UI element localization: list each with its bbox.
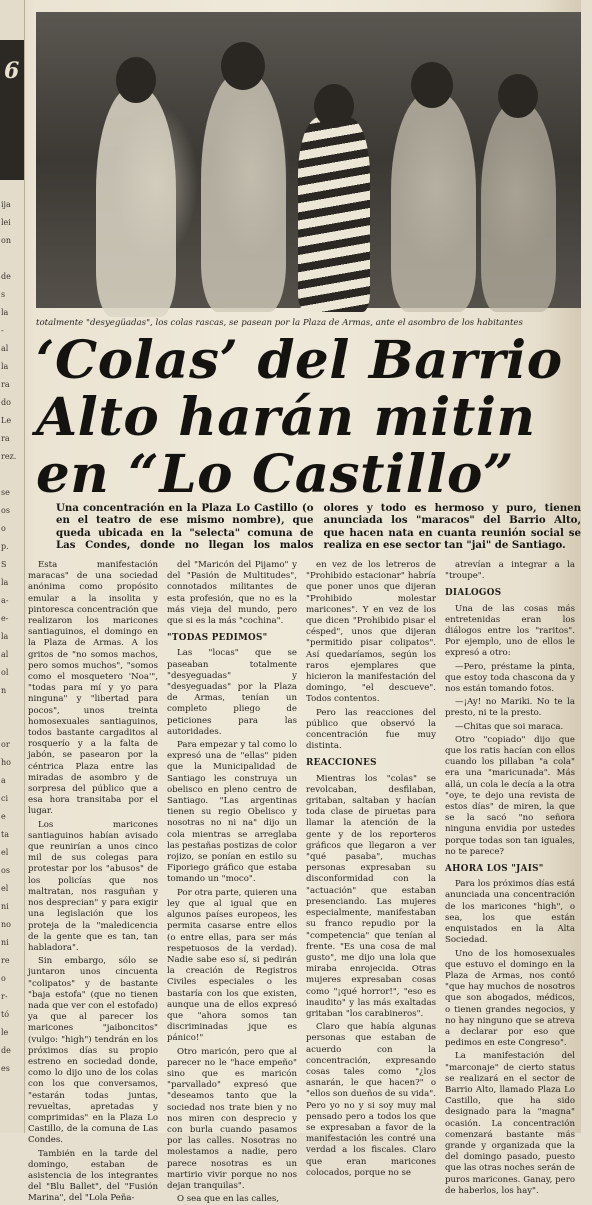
previous-page-fragment: la: [1, 308, 9, 317]
article-paragraph: Pero las reacciones del público que observó la concentración fue muy distinta.: [306, 707, 436, 752]
photo-figure-head: [314, 84, 354, 128]
subheading: DIALOGOS: [445, 588, 502, 599]
previous-page-fragment: ci: [1, 794, 9, 803]
previous-page-fragment: el: [1, 848, 9, 857]
headline-line-3: en “Lo Castillo”: [36, 444, 514, 505]
previous-page-fragment: ra: [1, 380, 10, 389]
previous-page-fragment: ija: [1, 200, 11, 209]
article-column-4: [445, 560, 575, 1196]
article-paragraph: atrevían a integrar a la "troupe".: [445, 560, 575, 582]
photo-figure-head: [221, 42, 265, 90]
previous-page-fragment: a-: [1, 596, 9, 605]
photo-figure: [481, 102, 556, 312]
article-paragraph: Los maricones santiaguinos habían avisado que reunirían a unos cinco mil de sus colegas para protestar por los "abusos" de los policías que nos maltratan, nos rasguñan y nos desprecian" y para exigir una legislación que los proteja de la "maledicencia de la gente que es tan, tan habladora".: [28, 819, 158, 953]
subheading: REACCIONES: [306, 758, 377, 769]
previous-page-fragment: de: [1, 1046, 11, 1055]
article-paragraph: Para empezar y tal como lo expresó una de "ellas" piden que la Municipalidad de Santiago les construya un obelisco en pleno centro de Santiago. "Las argentinas tienen su regio Obelisco y nosotras no ni na" dijo un cola mientras se arreglaba las pestañas postizas de color rojizo, se ponían en estilo su Fiporiego gráfico que estaba tomando un "moco".: [167, 740, 297, 885]
previous-page-fragment: es: [1, 1064, 10, 1073]
previous-page-fragment: or: [1, 740, 10, 749]
previous-page-fragment: a: [1, 776, 6, 785]
article-paragraph: Uno de los homosexuales que estuvo el domingo en la Plaza de Armas, nos contó "que hay muchos de nosotros que son abogados, médicos, o tienen grandes negocios, y no hay ninguno que se atreva a declarar por eso que pedimos en este Congreso".: [445, 948, 575, 1049]
previous-page-fragment: el: [1, 884, 9, 893]
previous-page-fragment: ho: [1, 758, 11, 767]
previous-page-fragment: al: [1, 650, 9, 659]
previous-page-fragment: ni: [1, 902, 9, 911]
article-paragraph: Para los próximos días está anunciada una concentración de los maricones "high", o sea, los que están enquistados en la Alta Sociedad.: [445, 879, 575, 946]
previous-page-fragment: on: [1, 236, 11, 245]
article-paragraph: en vez de los letreros de "Prohibido estacionar" habría que poner unos que dijeran "Prohibido molestar maricones". Y en vez de los que dicen "Prohibido pisar el césped", unos que dijeran "permitido pisar colipatos". Así quedaríamos, según los raros ejemplares que hicieron la manifestación del domingo, "el descueve". Todos contentos.: [306, 560, 436, 705]
headline: [36, 332, 592, 503]
photo-striped-figure: [298, 117, 370, 312]
previous-page-fragment: -: [1, 326, 4, 335]
article-paragraph: Esta manifestación maracas" de una sociedad anónima como propósito emular a la insolita y pintoresca concentración que realizaron los maricones santiaguinos, el domingo en la Plaza de Armas. A los gritos de "no somos machos, pero somos muchos", "somos como el mosquetero 'Noa'", "todas para mí y yo para ninguna" y "libertad para pocos", unos treinta homosexuales santiaguinos, todos bastante cargaditos al rosquerío y a la falta de jabón, se pasearon por la céntrica Plaza entre las miradas de asombro y de sorpresa del público que a esa hora transitaba por el lugar.: [28, 560, 158, 817]
previous-page-fragment: rez.: [1, 452, 17, 461]
article-paragraph: del "Maricón del Pijamo" y del "Pasión de Multitudes", connotados militantes de esta profesión, que no es la más vieja del mundo, pero que si es la más "cochina".: [167, 560, 297, 627]
previous-page-logo-block: [0, 40, 24, 180]
previous-page-fragment: no: [1, 920, 11, 929]
previous-page-fragment: n: [1, 686, 7, 695]
previous-page-logo-letter: 6: [4, 58, 20, 84]
photo-figure-head: [116, 57, 156, 103]
previous-page-fragment: la: [1, 362, 9, 371]
previous-page-fragment: o: [1, 974, 6, 983]
article-paragraph: O sea que en las calles,: [177, 1194, 280, 1205]
previous-page-fragment: p.: [1, 542, 9, 551]
article-paragraph: Una de las cosas más entretenidas eran los diálogos entre los "raritos". Por ejemplo, uno de ellos le expresó a otro:: [445, 603, 575, 659]
previous-page-fragment: ra: [1, 434, 10, 443]
previous-page-fragment: do: [1, 398, 11, 407]
previous-page-fragment: lei: [1, 218, 11, 227]
previous-page-fragment: S: [1, 560, 7, 569]
subheading: AHORA LOS "JAIS": [445, 864, 544, 875]
previous-page-fragment: se: [1, 488, 10, 497]
article-paragraph: —¡Ay! no Mariki. No te la presto, ni te la presto.: [445, 697, 575, 719]
previous-page-fragment: ol: [1, 668, 9, 677]
headline-line-1: ‘Colas’ del Barrio: [36, 330, 563, 391]
previous-page-fragment: r-: [1, 992, 8, 1001]
article-column-1: [28, 560, 158, 1204]
news-photo: [36, 12, 581, 308]
photo-figure: [96, 87, 176, 317]
lead-paragraph: Una concentración en la Plaza Lo Castillo (o en el teatro de ese mismo nombre), que queda ubicada en la "selecta" comuna de Las Condes, donde no llegan los malos olores y todo es hermoso y puro, tienen anunciada los "maracos" del Barrio Alto, que hacen nata en cuanta reunión social se realiza en ese sector tan "jai" de Santiago.: [56, 502, 581, 551]
previous-page-fragment: tó: [1, 1010, 10, 1019]
previous-page-fragment: os: [1, 866, 10, 875]
previous-page-fragment: la: [1, 632, 9, 641]
photo-figure: [391, 92, 476, 312]
previous-page-fragment: Le: [1, 416, 12, 425]
article-column-2: [167, 560, 297, 1205]
photo-figure-head: [411, 62, 453, 108]
article-paragraph: Por otra parte, quieren una ley que al igual que en algunos países europeos, les permita casarse entre ellos (o entre ellas, para ser más respetuosos de la verdad). Nadie sabe eso sí, si pedirán la creación de Registros Civiles especiales o les bastaría con los que existen, aunque una de ellos expresó que "ahora somos tan discriminadas jque es pánico!": [167, 887, 297, 1044]
article-paragraph: —Pero, préstame la pinta, que estoy toda chascona da y nos están tomando fotos.: [445, 661, 575, 695]
photo-figure: [201, 72, 286, 312]
article-paragraph: —Chitas que soi maraca.: [455, 721, 564, 732]
previous-page-fragment: ni: [1, 938, 9, 947]
previous-page-strip: [0, 0, 25, 1133]
headline-line-2: Alto harán mitin: [36, 387, 536, 448]
previous-page-fragment: ta: [1, 830, 9, 839]
previous-page-fragment: de: [1, 272, 11, 281]
photo-caption: totalmente "desyegüadas", los colas rascas, se pasean por la Plaza de Armas, ante el asombro de los habitantes: [36, 318, 523, 328]
article-paragraph: Claro que había algunas personas que estaban de acuerdo con la concentración, expresando cosas tales como "¿los asnarán, le que hacen?" o "ellos son dueños de su vida". Pero yo no y si soy muy mal pensado pero a todos los que se expresaban a favor de la manifestación les contré una verdad a los fiscales. Claro que eran maricones colocados, porque no se: [306, 1022, 436, 1178]
article-paragraph: La manifestación del "marconaje" de cierto status se realizará en el sector de Barrio Alto, llamado Plaza Lo Castillo, que ha sido designado para la "magna" ocasión. La concentración comenzará bastante más grande y organizada que la del domingo pasado, puesto que las otras noches serán de puros maricones. Ganay, pero de haberlos, los hay".: [445, 1051, 575, 1196]
article-column-3: [306, 560, 436, 1178]
article-body: [28, 560, 581, 1205]
article-paragraph: Sin embargo, sólo se juntaron unos cincuenta "colipatos" y de bastante "baja estofa" (que no tienen nada que ver con el estofado) ya que al parecer los maricones "jaiboncitos" (vulgo: "high") tendrán en los próximos días su propio estreno en sociedad donde, como lo dijo uno de los colas con los que conversamos, "estarán todas juntas, revueltas, apretadas y comprimidas" en la Plaza Lo Castillo, de la comuna de Las Condes.: [28, 956, 158, 1146]
article-paragraph: Las "locas" que se paseaban totalmente "desyeguadas" y "desyeguadas" por la Plaza de Armas, tenían un completo pliego de peticiones para las autoridades.: [167, 648, 297, 737]
previous-page-fragment: e: [1, 812, 6, 821]
article-paragraph: Mientras los "colas" se revolcaban, desfilaban, gritaban, saltaban y hacían toda clase de piruetas para llamar la atención de la gente y de los reporteros gráficos que llegaron a ver "qué pasaba", muchas personas expresaban su disconformidad con la "actuación" que estaban presenciando. Las mujeres especialmente, manifestaban su franco repudio por la "competencia" que tenían al frente. "Es una cosa de mal gusto", me dijo una lola que miraba enrojecida. Otras mujeres expresaban cosas como "¡qué horror!", "eso es inaudito" y las más exaltadas gritaban "los carabineros".: [306, 773, 436, 1019]
subheading: "TODAS PEDIMOS": [167, 633, 268, 644]
article-paragraph: También en la tarde del domingo, estaban de asistencia de los integrantes del "Blu Ballet", del "Fusión Marina", del "Lola Peña-: [28, 1148, 158, 1204]
article-paragraph: Otro "copiado" dijo que que los ratis hacían con ellos cuando los pillaban "a cola" era una "maricunada". Más allá, un cola le decía a la otra "oye, te dejo una revista de estos días" de miren, la que se la sacó "no señora ninguna envidia por ustedes porque todas son tan iguales, no te parece?: [445, 734, 575, 857]
previous-page-fragment: o: [1, 524, 6, 533]
article-paragraph: Otro maricón, pero que al parecer no le "hace empeño" sino que es maricón "parvallado" expresó que "deseamos tanto que la sociedad nos trate bien y no nos miren con desprecio y con burla cuando pasamos por las calles. Nosotras no molestamos a nadie, pero parece nosotras es un martirio vivir porque no nos dejan tranquilas".: [167, 1046, 297, 1191]
previous-page-fragment: e-: [1, 614, 9, 623]
previous-page-fragment: os: [1, 506, 10, 515]
previous-page-fragment: re: [1, 956, 10, 965]
previous-page-fragment: s: [1, 290, 6, 299]
photo-figure-head: [498, 74, 538, 118]
previous-page-fragment: la: [1, 578, 9, 587]
previous-page-fragment: al: [1, 344, 9, 353]
previous-page-fragment: le: [1, 1028, 9, 1037]
